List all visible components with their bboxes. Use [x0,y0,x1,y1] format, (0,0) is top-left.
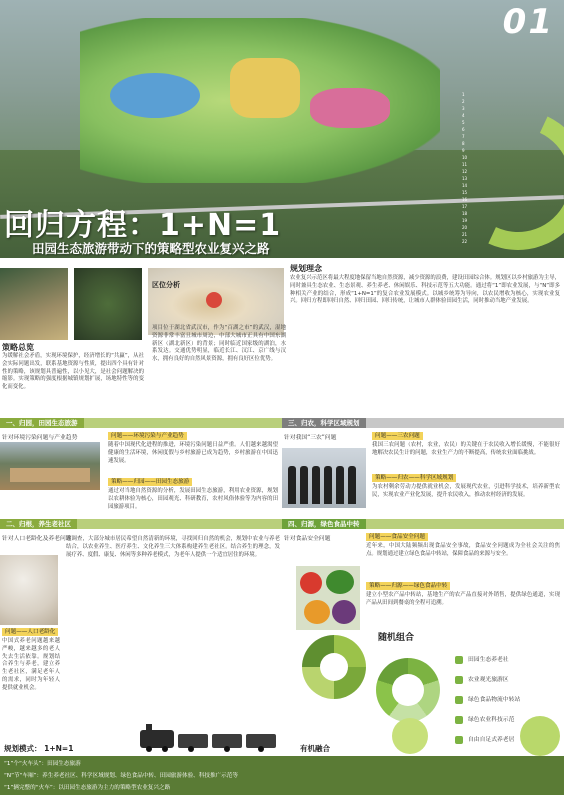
section-band-3 [282,418,564,428]
mode-formula: 1+N=1 [44,744,74,753]
rural-roof [10,468,90,482]
master-plan-map [80,18,440,183]
s1-highlight-strategy: 策略——归园——田园生态旅游 [108,478,192,486]
legend-item: 16 [462,197,468,202]
legend-item: 6 [462,127,465,132]
strategy-overview-title: 策略总览 [2,343,34,352]
legend-item: 15 [462,190,468,195]
s4-text: 近年来，中国大陆频频出现食品安全事故，食品安全问题成为全社会关注的焦点。规划通过建立绿色食品中转站，保障食品的来源与安全。 [366,543,560,557]
section-band-4 [282,519,564,529]
s3-subtitle: 针对我国“三农”问题 [284,435,337,441]
landscape-photo-a [0,268,68,340]
s2-strategy-text: 诊调查，大部分城市居民希望自然清新的环境，寻找回归自然的机会，规划中农业与养老结合，以农业养生、医疗养生、文化养生三大体系构建养生老社区。结合养生的理念，发展疗养、度假、康复、休闲等多种养老模式，为老年人提供一个适宜居住的环境。 [66,536,280,558]
eggplant-icon [332,600,356,624]
legend-item: 10 [462,155,468,160]
section-band-1 [0,418,282,428]
legend-item: 3 [462,106,465,111]
train-wheel [162,746,168,752]
page-subtitle: 田园生态旅游带动下的策略型农业复兴之路 [32,241,270,256]
tree-icon [392,718,428,754]
strategy-overview-text: 为缓解社会矛盾，实现环境保护，经济增长的“共赢”，从社会实际问题出发，联系基地资源与性质，提出四个具有针对性的策略，该规划具普遍性，以小见大，是社会问题解决的缩影。实现策略的强度根据城镇规划扩展，场地特性等的变化而变化。 [2,353,144,391]
combo-item: 自由自足式养老居 [455,730,560,750]
combo-item: 田园生态养老社 [455,650,560,670]
plan-patch-yellow [230,58,300,118]
mode-label-text: 规划模式： [4,744,42,753]
s2-highlight-problem: 问题——人口老龄化 [2,628,58,636]
tomato-icon [300,572,322,594]
locomotive [140,730,174,748]
person-figure [300,466,308,504]
plan-water [110,73,200,118]
legend-item: 1 [462,92,465,97]
location-analysis-title: 区位分析 [152,281,180,289]
combo-title: 随机组合 [378,633,415,643]
landscape-photo-b [74,268,142,340]
legend-item: 18 [462,211,468,216]
rural-photo [0,442,100,490]
tree-icon [520,716,560,756]
combo-item: 绿色农业科技示范 [455,710,560,730]
combo-item: 农业观光旅游区 [455,670,560,690]
train-wheel [224,746,230,752]
legend-item: 19 [462,218,468,223]
organic-fusion-label: 有机融合 [300,744,330,753]
legend-item: 11 [462,162,468,167]
train-wheel [258,746,264,752]
s1-text: 随着中国现代化进程的推进，环境污染问题日益严重。人们越来越渴望健康的生活环境，休闲度假与乡村旅游已成为趋势，乡村旅游在中国迅速发展。 [108,442,278,464]
s3-strategy-text: 为农村剩余劳动力提供就业机会，发展现代农业，引进科学技术，培养新型农民，实现农业产业化发展，提升农民收入，推动农村经济的发展。 [372,484,560,498]
legend-item: 14 [462,183,468,188]
legend-item: 2 [462,99,465,104]
legend-item: 20 [462,225,468,230]
s1-strategy-text: 通过对当地自然资源的分析，发展田园生态旅游，利用农业资源，规划以农耕体验为核心，田园观光、科研教育，农村风俗体验等为内容的田园旅游项目。 [108,488,278,510]
s3-highlight-problem: 问题——三农问题 [372,432,423,440]
s2-text: 中国式养老问题越来越严峻，越来越多的老人失去生活依靠。规划结合养生与养老，建立养生老社区，满足老年人的需求，同时为年轻人提供就业机会。 [2,638,60,691]
concept-text: 农业复兴示范区将最大程度地保留当地自然资源，减少资源的浪费，建设田园综合体。规划区以乡村旅游为主导，同时兼具生态农业、生态景观、养生养老、休闲娱乐、科技示范等五大功能。通过将“1”即农业发展，与“N”即多种相关产业的结合，形成“1+N=1”的复合农业发展模式。以城乡统筹为导向，以农民增收为核心，实现农业复兴。回归方程即回归自然、回归田园、回归传统，让城市人群体验田园生活，同时推动当地产业发展。 [290,275,560,305]
s4-highlight-strategy: 策略——归源——绿色食品中转 [366,582,450,590]
section-tag-2: 二、归根，养生老社区 [0,519,77,529]
food-chain-diagram [302,635,366,699]
train-icon [140,728,290,750]
plan-legend [462,92,542,246]
mode-label [4,743,73,754]
person-figure [288,466,296,504]
legend-item: 12 [462,169,468,174]
footer-line-1: “1”个“火车头”：田园生态旅游 [4,761,81,767]
legend-item: 17 [462,204,468,209]
s4-subtitle: 针对食品安全问题 [284,536,331,542]
section-band-2 [0,519,282,529]
s4-highlight-problem: 问题——食品安全问题 [366,533,428,541]
s1-highlight-problem: 问题——环境污染与产业趋势 [108,432,187,440]
section-tag-4: 四、归源，绿色食品中转 [282,519,366,529]
s2-subtitle: 针对人口老龄化及养老问题 [2,536,72,542]
concept-title: 规划理念 [290,264,322,273]
chimney [146,724,152,732]
diagram-core [320,653,348,681]
pepper-icon [304,600,330,624]
footer-bar [0,756,564,795]
vegetables-photo [296,566,360,630]
section-tag-3: 三、归农，科学区域规划 [282,418,366,428]
train-wheel [188,746,194,752]
legend-item: 22 [462,239,468,244]
person-figure [336,466,344,504]
page-title: 回归方程：1+N=1 [4,208,282,243]
legend-item: 9 [462,148,465,153]
s4-strategy-text: 建立小型农产品中转站，基地生产的农产品直接对外销售，提供绿色通道，实现产品从田间到餐桌的全程可追溯。 [366,592,560,606]
broccoli-icon [326,570,354,594]
section-tag-1: 一、归园，田园生态旅游 [0,418,84,428]
plan-patch-pink [310,88,390,128]
combo-item: 绿色食品物流中转站 [455,690,560,710]
person-figure [312,466,320,504]
location-marker-icon [206,292,222,308]
s3-text: 我国三农问题（农村，农业，农民）的关键在于农民收入增长缓慢，不能很好地解决农民生计的问题，农业生产力的不断提高，传统农业面临挑战。 [372,442,560,456]
legend-item: 4 [462,113,465,118]
ring-core [392,674,424,706]
footer-line-3: “1”辆完整的“火车”：以田园生态旅游为主力的策略型农业复兴之路 [4,785,171,791]
legend-item: 5 [462,120,465,125]
elderly-photo [0,555,58,625]
farmers-photo [282,448,366,508]
legend-item: 8 [462,141,465,146]
legend-item: 21 [462,232,468,237]
footer-line-2: “N”节“车厢”：养生养老社区、科学区域规划、绿色食品中转、田园旅游体验、科技推广示范等 [4,773,238,779]
s3-highlight-strategy: 策略——归农——科学区域规划 [372,474,456,482]
train-wheel [146,746,152,752]
page-number: 01 [502,2,554,42]
legend-item: 7 [462,134,465,139]
legend-item: 13 [462,176,468,181]
s1-subtitle: 针对环境污染问题与产业趋势 [2,435,78,441]
location-analysis-text: 项目位于湖北省武汉市，作为“百湖之市”的武汉，湿地资源非常丰富且城市周边，中部大城市正具有中国东湖新区（湖北新区）的背景；同时临近国家级的湖泊，水系发达。交通优势明显，临近长江、汉江、京广线与汉水，拥有良好的自然风景资源，拥有良好区位优势。 [152,325,286,363]
hero-aerial-plan [0,0,564,258]
person-figure [324,466,332,504]
person-figure [348,466,356,504]
combo-ring-diagram [376,658,440,722]
